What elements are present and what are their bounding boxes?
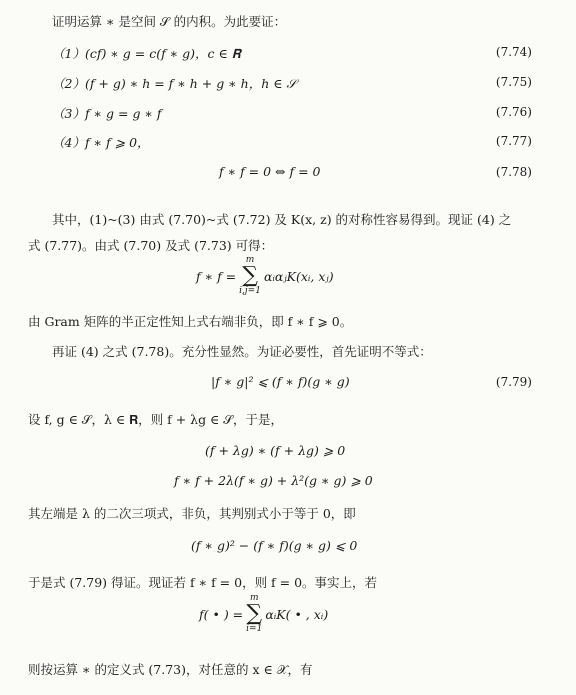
sum1-upper: m bbox=[245, 255, 255, 265]
equation-7-79: |f ∗ g|² ⩽ (f ∗ f)(g ∗ g) bbox=[211, 374, 350, 389]
sum-equation-2 bbox=[199, 594, 328, 634]
sum1-lhs: f ∗ f = bbox=[196, 268, 237, 284]
intro-text: 证明运算 ∗ 是空间 𝒮 的内积。为此要证： bbox=[52, 14, 287, 29]
tag-7-74: (7.74) bbox=[495, 45, 532, 59]
paragraph-5: 其左端是 λ 的二次三项式，非负，其判别式小于等于 0，即 bbox=[28, 506, 356, 521]
tag-7-78: (7.78) bbox=[495, 165, 532, 179]
inequality-b: f ∗ f + 2λ(f ∗ g) + λ²(g ∗ g) ⩾ 0 bbox=[174, 473, 373, 488]
item-1: （1）(cf) ∗ g = c(f ∗ g)，c ∈ 𝐑 bbox=[52, 46, 241, 61]
tag-7-75: (7.75) bbox=[495, 75, 532, 89]
sum1-rhs: αᵢαⱼK(xᵢ, xⱼ) bbox=[263, 268, 334, 284]
sum-equation-1 bbox=[196, 256, 334, 296]
item-4: （4）f ∗ f ⩾ 0， bbox=[52, 135, 150, 150]
inequality-c: (f ∗ g)² − (f ∗ f)(g ∗ g) ⩽ 0 bbox=[191, 538, 358, 553]
sigma-icon: ∑ bbox=[242, 263, 258, 288]
sum2-upper: m bbox=[249, 593, 259, 603]
item-3: （3）f ∗ g = g ∗ f bbox=[52, 106, 162, 121]
summation-symbol-2 bbox=[246, 594, 262, 634]
equation-7-78: f ∗ f = 0 ⇔ f = 0 bbox=[219, 164, 321, 179]
paragraph-1-line-2: 式 (7.77)。由式 (7.70) 及式 (7.73) 可得： bbox=[28, 238, 274, 253]
tag-7-79: (7.79) bbox=[495, 375, 532, 389]
paragraph-4: 设 f, g ∈ 𝒮，λ ∈ 𝐑，则 f + λg ∈ 𝒮，于是， bbox=[28, 412, 283, 427]
paragraph-6: 于是式 (7.79) 得证。现证若 f ∗ f = 0，则 f = 0。事实上，若 bbox=[28, 575, 378, 590]
sum2-lhs: f( • ) = bbox=[199, 606, 244, 622]
paragraph-7: 则按运算 ∗ 的定义式 (7.73)，对任意的 x ∈ 𝒳，有 bbox=[28, 662, 313, 677]
sum2-rhs: αᵢK( • , xᵢ) bbox=[265, 606, 329, 622]
paragraph-2: 由 Gram 矩阵的半正定性知上式右端非负，即 f ∗ f ⩾ 0。 bbox=[28, 314, 353, 329]
sum1-lower: i,j=1 bbox=[239, 286, 261, 296]
sigma-icon-2: ∑ bbox=[246, 601, 263, 626]
item-2: （2）(f + g) ∗ h = f ∗ h + g ∗ h，h ∈ 𝒮 bbox=[52, 76, 297, 91]
tag-7-76: (7.76) bbox=[495, 105, 532, 119]
paragraph-1-line-1: 其中，(1)~(3) 由式 (7.70)~式 (7.72) 及 K(x, z) 的对称性容易得到。现证 (4) 之 bbox=[52, 212, 512, 227]
sum2-lower: i=1 bbox=[246, 624, 263, 634]
tag-7-77: (7.77) bbox=[495, 134, 532, 148]
paragraph-3: 再证 (4) 之式 (7.78)。充分性显然。为证必要性，首先证明不等式： bbox=[52, 344, 432, 359]
inequality-a: (f + λg) ∗ (f + λg) ⩾ 0 bbox=[205, 443, 346, 458]
summation-symbol bbox=[239, 256, 261, 296]
